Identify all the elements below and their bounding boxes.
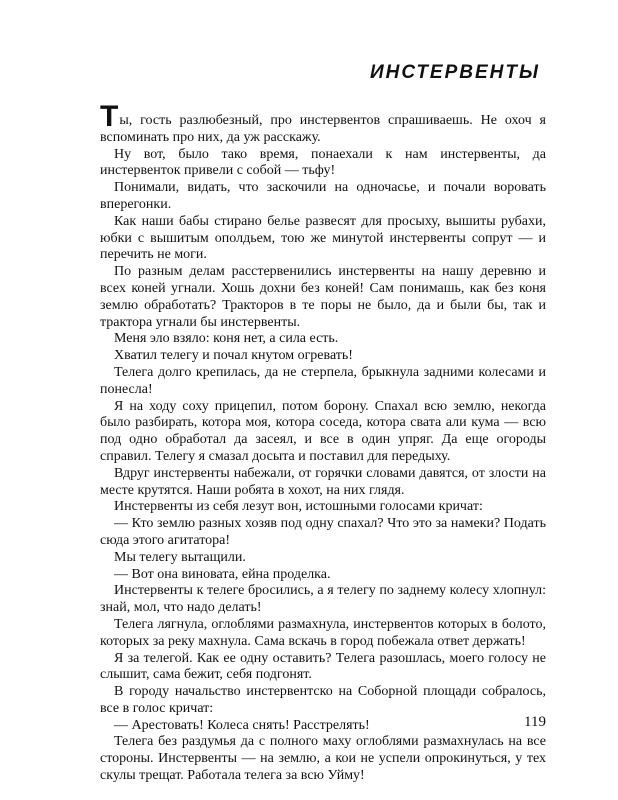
- paragraph: В городу начальство инстервентско на Соборной площади собралось, все в голос кричат:: [100, 684, 546, 716]
- paragraph: Ну вот, было тако время, понаехали к нам инстервенты, да инстервенток привели с собой — тьфу!: [100, 146, 546, 179]
- paragraph-text: ы, гость разлюбезный, про инстервентов спрашиваешь. Не охоч я вспоминать про них, да уж расскажу.: [100, 113, 546, 145]
- paragraph: — Арестовать! Колеса снять! Расстрелять!: [114, 717, 370, 733]
- page-number: 119: [524, 714, 546, 730]
- paragraph: Инстервенты к телеге бросились, а я телегу по заднему колесу хлопнул: знай, мол, что надо делать!: [100, 583, 546, 616]
- paragraph: Понимали, видать, что заскочили на одночасье, и почали воровать вперегонки.: [100, 180, 546, 212]
- paragraph: Меня эло взяло: коня нет, а сила есть.: [114, 331, 339, 347]
- paragraph: Я на ходу соху прицепил, потом борону. Спахал всю землю, некогда было разбирать, котора моя, котора соседа, котора свата али кума — всю под одно обработал да засеял, и все в один упряг. Да еще огороды справил. Телегу я смазал досыта и поставил для передыху.: [100, 398, 546, 464]
- paragraph: [100, 100, 546, 147]
- paragraph: Как наши бабы стирано белье развесят для просыху, вышиты рубахи, юбки с вышитым ополдьем, тою же минутой инстервенты сопрут — и перечить не моги.: [100, 213, 546, 263]
- paragraph: — Кто землю разных хозяв под одну спахал? Что это за намеки? Подать сюда этого агитатора!: [100, 516, 546, 548]
- paragraph: — Вот она виновата, ейна проделка.: [114, 566, 331, 582]
- paragraph: Я за телегой. Как ее одну оставить? Телега разошлась, моего голосу не слышит, сама бежит, себя подгонят.: [100, 650, 546, 683]
- paragraph: Телега лягнула, оглоблями размахнула, инстервентов которых в болото, которых за реку махнула. Сама вскачь в город побежала ответ держать!: [100, 616, 546, 649]
- paragraph: Хватил телегу и почал кнутом огревать!: [114, 348, 353, 364]
- paragraph: Инстервенты из себя лезут вон, истошными голосами кричат:: [114, 499, 483, 515]
- paragraph: Телега долго крепилась, да не стерпела, брыкнула задними колесами и понесла!: [100, 364, 546, 397]
- paragraph: Телега без раздумья да с полного маху оглоблями размахнулась на все стороны. Инстервенты — на землю, а кои не успели опрокинуться, у тех скулы трещат. Работала телега за всю Уйму!: [100, 734, 546, 784]
- page-title: ИНСТЕРВЕНТЫ: [369, 62, 540, 83]
- paragraph: Вдруг инстервенты набежали, от горячки словами давятся, от злости на месте крутятся. Наши робята в хохот, на них глядя.: [100, 465, 546, 498]
- drop-cap: Т: [100, 100, 119, 133]
- paragraph: Мы телегу вытащили.: [114, 549, 246, 565]
- paragraph: По разным делам расстервенились инстервенты на нашу деревню и всех коней угнали. Хошь дохни без коней! Сам понимашь, как без коня землю обработать? Тракторов в те поры не было, да и были бы, так и трактора угнали бы инстервенты.: [100, 264, 546, 330]
- story-text: [100, 100, 546, 785]
